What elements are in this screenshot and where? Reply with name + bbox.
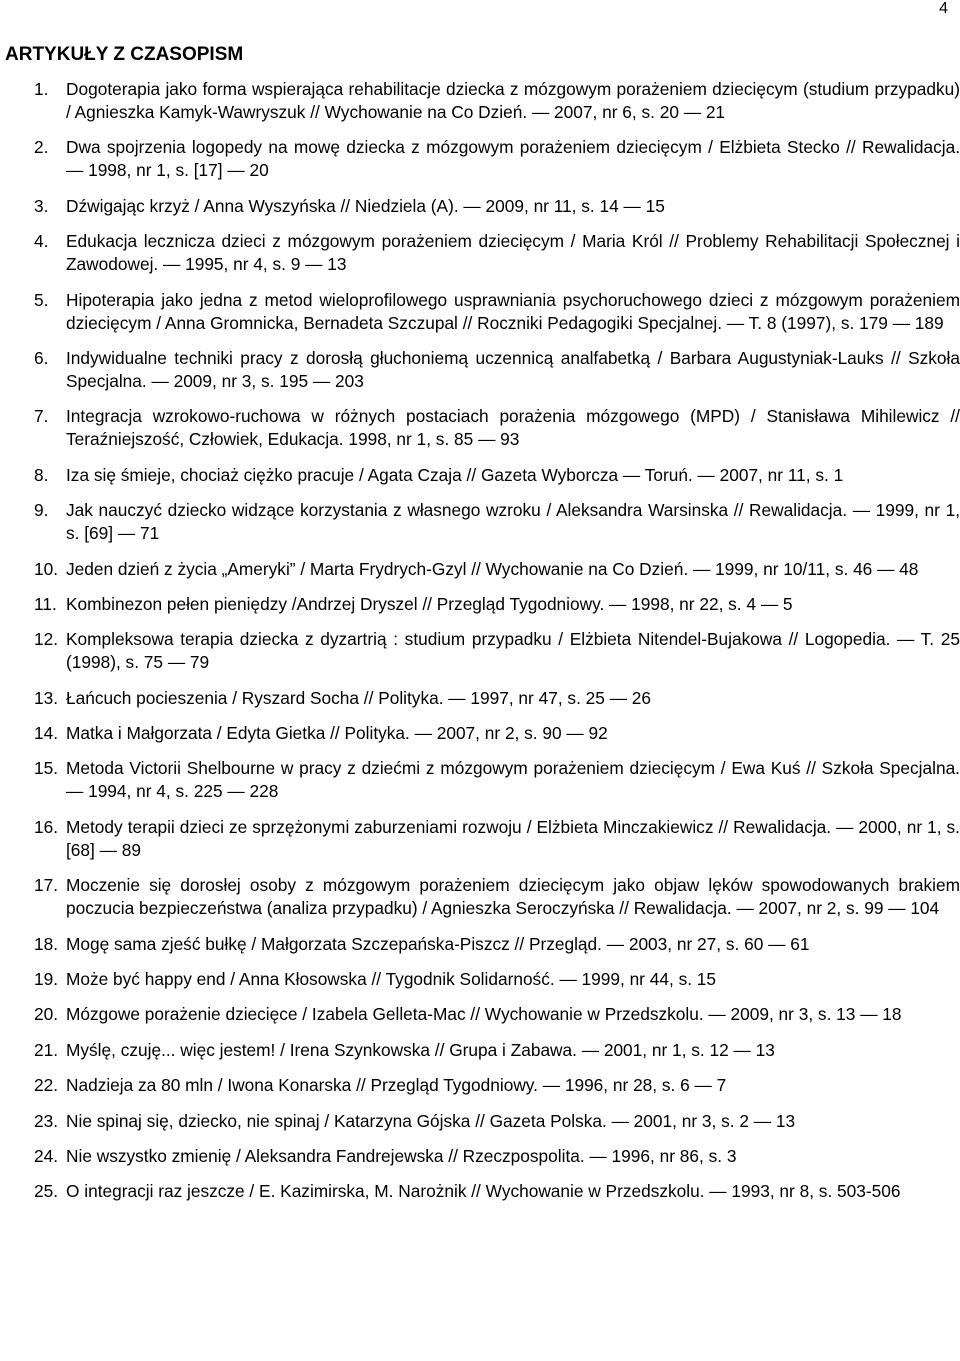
- list-item: [34, 464, 960, 487]
- item-text: Dźwigając krzyż / Anna Wyszyńska // Niedziela (A). — 2009, nr 11, s. 14 — 15: [66, 195, 665, 216]
- list-item: [34, 1003, 960, 1026]
- list-item: [34, 968, 960, 991]
- list-item: [34, 136, 960, 182]
- item-number: 18.: [34, 933, 59, 954]
- item-number: 25.: [34, 1181, 59, 1202]
- item-text: Myślę, czuję... więc jestem! / Irena Szynkowska // Grupa i Zabawa. — 2001, nr 1, s. 12 — 13: [66, 1039, 775, 1060]
- item-text: Moczenie się dorosłej osoby z mózgowym porażeniem dziecięcym jako objaw lęków spowodowanych brakiem poczucia bezpieczeństwa (analiza przypadku) / Agnieszka Seroczyńska // Rewalidacja. — 2007, nr 2, s. 99 — 104: [66, 875, 960, 919]
- list-item: [34, 1110, 960, 1133]
- item-text: Kompleksowa terapia dziecka z dyzartrią : studium przypadku / Elżbieta Nitendel-Bujakowa // Logopedia. — T. 25 (1998), s. 75 — 79: [66, 629, 960, 673]
- item-text: Hipoterapia jako jedna z metod wieloprofilowego usprawniania psychoruchowego dzieci z mózgowym porażeniem dziecięcym / Anna Gromnicka, Bernadeta Szczupal // Roczniki Pedagogiki Specjalnej. — T. 8 (1997), s. 179 — 189: [66, 289, 960, 333]
- item-number: 12.: [34, 629, 59, 650]
- list-item: [34, 816, 960, 862]
- list-item: [34, 1145, 960, 1168]
- list-item: [34, 722, 960, 745]
- item-text: O integracji raz jeszcze / E. Kazimirska, M. Narożnik // Wychowanie w Przedszkolu. — 1993, nr 8, s. 503-506: [66, 1181, 901, 1202]
- list-item: [34, 499, 960, 545]
- list-item: [34, 874, 960, 920]
- item-number: 15.: [34, 758, 59, 779]
- item-number: 2.: [34, 137, 49, 158]
- item-number: 8.: [34, 464, 49, 485]
- list-item: [34, 1039, 960, 1062]
- list-item: [34, 78, 960, 124]
- list-item: [34, 1180, 960, 1203]
- list-item: [34, 1074, 960, 1097]
- item-text: Kombinezon pełen pieniędzy /Andrzej Dryszel // Przegląd Tygodniowy. — 1998, nr 22, s. 4 — 5: [66, 593, 793, 614]
- item-text: Mogę sama zjeść bułkę / Małgorzata Szczepańska-Piszcz // Przegląd. — 2003, nr 27, s. 60 — 61: [66, 933, 810, 954]
- item-number: 16.: [34, 816, 59, 837]
- list-item: [34, 687, 960, 710]
- item-text: Może być happy end / Anna Kłosowska // Tygodnik Solidarność. — 1999, nr 44, s. 15: [66, 969, 717, 990]
- list-item: [34, 593, 960, 616]
- section-title: ARTYKUŁY Z CZASOPISM: [5, 44, 244, 65]
- item-number: 5.: [34, 289, 49, 310]
- list-item: [34, 628, 960, 674]
- item-number: 6.: [34, 347, 49, 368]
- list-item: [34, 230, 960, 276]
- item-text: Metody terapii dzieci ze sprzężonymi zaburzeniami rozwoju / Elżbieta Minczakiewicz // Rewalidacja. — 2000, nr 1, s. [68] — 89: [66, 816, 960, 860]
- item-text: Jak nauczyć dziecko widzące korzystania z własnego wzroku / Aleksandra Warsinska // Rewalidacja. — 1999, nr 1, s. [69] — 71: [66, 500, 960, 544]
- item-text: Mózgowe porażenie dziecięce / Izabela Gelleta-Mac // Wychowanie w Przedszkolu. — 2009, nr 3, s. 13 — 18: [66, 1004, 902, 1025]
- item-number: 7.: [34, 406, 49, 427]
- list-item: [34, 757, 960, 803]
- item-number: 3.: [34, 195, 49, 216]
- list-item: [34, 347, 960, 393]
- item-text: Edukacja lecznicza dzieci z mózgowym porażeniem dziecięcym / Maria Król // Problemy Rehabilitacji Społecznej i Zawodowej. — 1995, nr 4, s. 9 — 13: [66, 231, 960, 275]
- item-number: 21.: [34, 1039, 59, 1060]
- item-number: 14.: [34, 723, 59, 744]
- article-list: [34, 78, 960, 1216]
- item-number: 20.: [34, 1004, 59, 1025]
- item-number: 4.: [34, 231, 49, 252]
- item-text: Integracja wzrokowo-ruchowa w różnych postaciach porażenia mózgowego (MPD) / Stanisława Mihilewicz // Teraźniejszość, Człowiek, Edukacja. 1998, nr 1, s. 85 — 93: [66, 406, 960, 450]
- item-text: Dwa spojrzenia logopedy na mowę dziecka z mózgowym porażeniem dziecięcym / Elżbieta Stecko // Rewalidacja. — 1998, nr 1, s. [17] — 20: [66, 137, 960, 181]
- item-number: 19.: [34, 969, 59, 990]
- item-number: 17.: [34, 875, 59, 896]
- list-item: [34, 933, 960, 956]
- item-text: Nie spinaj się, dziecko, nie spinaj / Katarzyna Gójska // Gazeta Polska. — 2001, nr 3, s. 2 — 13: [66, 1110, 796, 1131]
- item-text: Nie wszystko zmienię / Aleksandra Fandrejewska // Rzeczpospolita. — 1996, nr 86, s. 3: [66, 1145, 737, 1166]
- item-number: 22.: [34, 1075, 59, 1096]
- list-item: [34, 289, 960, 335]
- item-number: 24.: [34, 1145, 59, 1166]
- item-text: Metoda Victorii Shelbourne w pracy z dziećmi z mózgowym porażeniem dziecięcym / Ewa Kuś // Szkoła Specjalna. — 1994, nr 4, s. 225 — 228: [66, 758, 960, 802]
- item-text: Dogoterapia jako forma wspierająca rehabilitacje dziecka z mózgowym porażeniem dziecięcym (studium przypadku) / Agnieszka Kamyk-Wawryszuk // Wychowanie na Co Dzień. — 2007, nr 6, s. 20 — 21: [66, 79, 960, 122]
- item-text: Jeden dzień z życia „Ameryki” / Marta Frydrych-Gzyl // Wychowanie na Co Dzień. — 1999, nr 10/11, s. 46 — 48: [66, 558, 919, 579]
- page-number: 4: [939, 0, 948, 17]
- list-item: [34, 405, 960, 451]
- item-number: 11.: [34, 593, 57, 614]
- item-number: 23.: [34, 1110, 59, 1131]
- item-text: Nadzieja za 80 mln / Iwona Konarska // Przegląd Tygodniowy. — 1996, nr 28, s. 6 — 7: [66, 1075, 727, 1096]
- item-text: Indywidualne techniki pracy z dorosłą głuchoniemą uczennicą analfabetką / Barbara Augustyniak-Lauks // Szkoła Specjalna. — 2009, nr 3, s. 195 — 203: [66, 347, 960, 391]
- item-number: 10.: [34, 558, 59, 579]
- list-item: [34, 195, 960, 218]
- item-number: 9.: [34, 500, 49, 521]
- item-number: 1.: [34, 79, 49, 99]
- item-number: 13.: [34, 687, 59, 708]
- item-text: Matka i Małgorzata / Edyta Gietka // Polityka. — 2007, nr 2, s. 90 — 92: [66, 723, 608, 744]
- item-text: Łańcuch pocieszenia / Ryszard Socha // Polityka. — 1997, nr 47, s. 25 — 26: [66, 687, 651, 708]
- item-text: Iza się śmieje, chociaż ciężko pracuje / Agata Czaja // Gazeta Wyborcza — Toruń. — 2007, nr 11, s. 1: [66, 464, 844, 485]
- list-item: [34, 558, 960, 581]
